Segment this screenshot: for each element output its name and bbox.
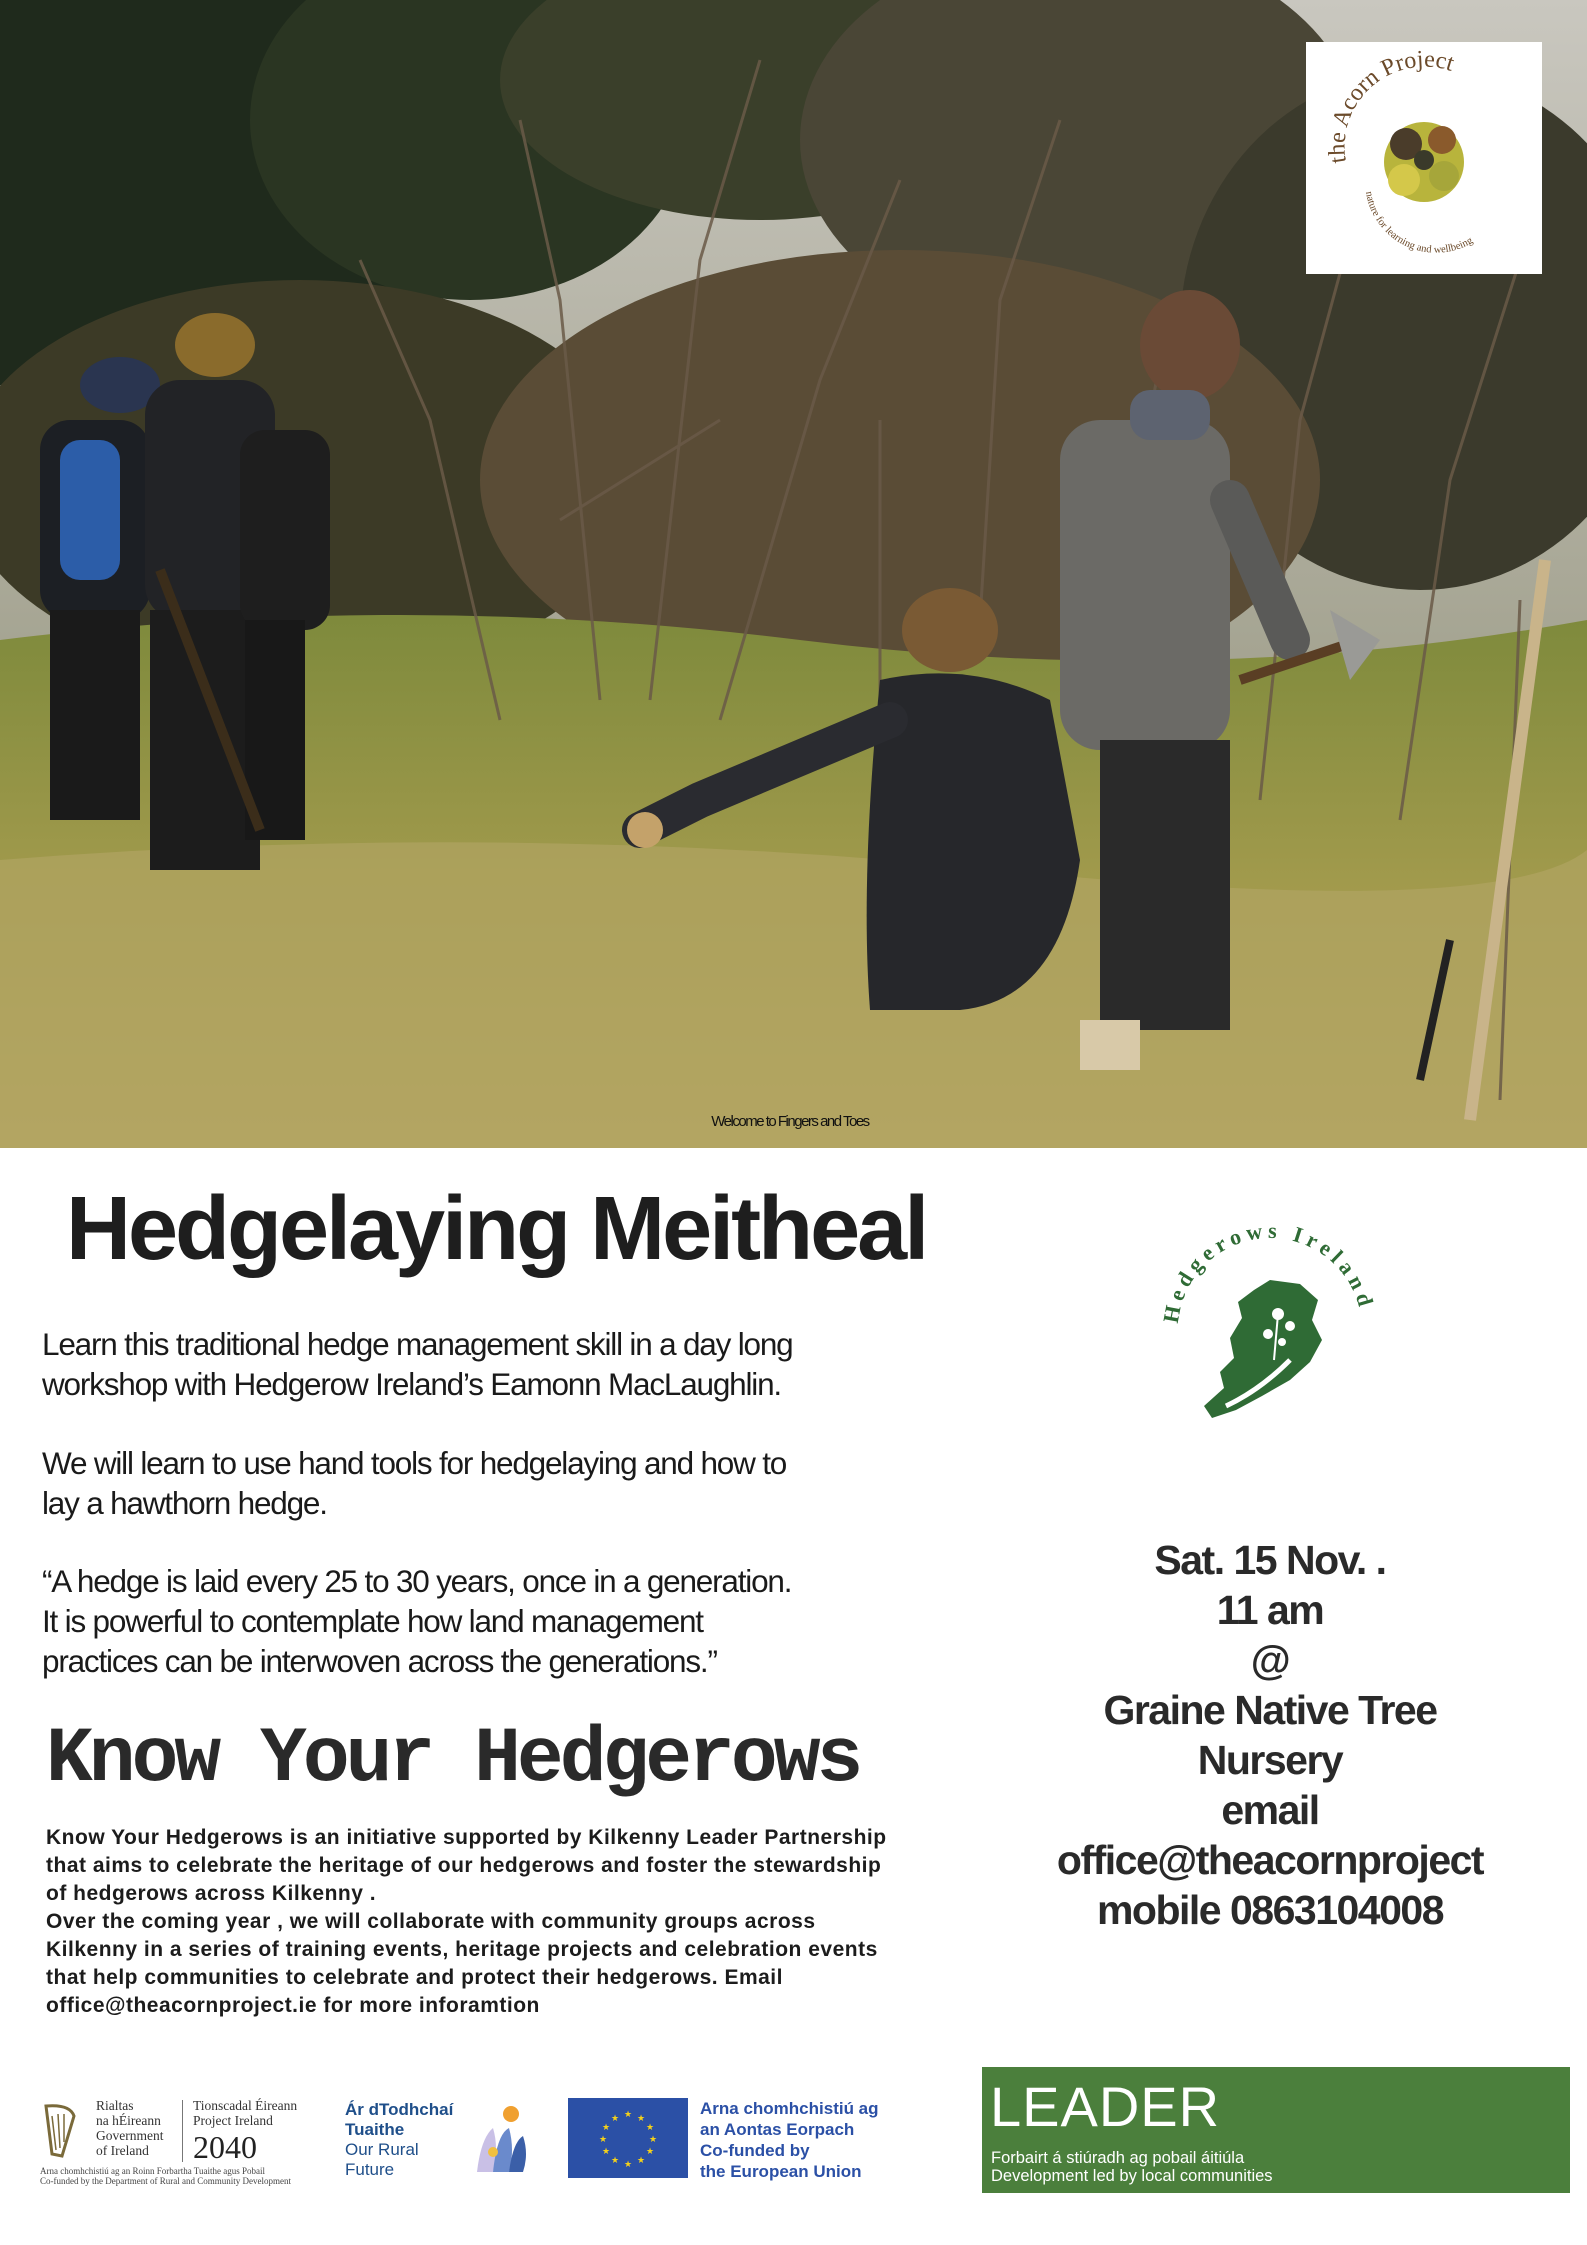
paragraph-line: practices can be interwoven across the generations.” <box>42 1643 717 1679</box>
gov-text-line: na hÉireann <box>96 2113 161 2128</box>
tools-paragraph <box>42 1443 862 1523</box>
rural-text-line: Ár dTodhchaí <box>345 2100 454 2119</box>
leader-subtitle-irish: Forbairt á stiúradh ag pobail áitiúla <box>991 2149 1245 2167</box>
svg-text:★: ★ <box>598 2135 608 2145</box>
gov-text-line: Tionscadal Éireann <box>193 2098 298 2113</box>
body-line: office@theacornproject.ie for more inforamtion <box>46 1994 540 2017</box>
event-time: 11 am <box>1216 1587 1324 1633</box>
gov-text-line: Government <box>96 2128 164 2143</box>
hedgerows-logo-name: Hedgerows Ireland <box>1157 1217 1380 1325</box>
intro-paragraph <box>42 1324 862 1404</box>
event-email: office@theacornproject <box>1056 1837 1484 1883</box>
event-mobile: mobile 0863104008 <box>1096 1887 1444 1933</box>
body-line: Know Your Hedgerows is an initiative supported by Kilkenny Leader Partnership <box>46 1826 887 1849</box>
eu-text-line: the European Union <box>700 2162 862 2181</box>
acorn-logo-name: the Acorn Project <box>1324 46 1458 166</box>
acorn-logo-tagline: nature for learning and wellbeing <box>1362 190 1475 256</box>
gov-text-line: of Ireland <box>96 2143 149 2158</box>
rural-text-line: Tuaithe <box>345 2120 405 2139</box>
paragraph-line: We will learn to use hand tools for hedgelaying and how to <box>42 1445 787 1481</box>
svg-text:★: ★ <box>648 2135 658 2145</box>
body-line: Over the coming year , we will collaborate with community groups across <box>46 1910 816 1933</box>
svg-text:★: ★ <box>623 2160 633 2170</box>
event-email-label: email <box>1221 1787 1319 1833</box>
svg-text:★: ★ <box>636 2114 646 2124</box>
know-your-hedgerows-body <box>46 1824 986 2020</box>
svg-text:★: ★ <box>601 2147 611 2157</box>
rural-text-line: Future <box>345 2160 395 2179</box>
paragraph-line: lay a hawthorn hedge. <box>42 1485 327 1521</box>
event-date: Sat. 15 Nov. . <box>1154 1537 1386 1583</box>
quote-paragraph <box>42 1561 862 1681</box>
event-details <box>1020 1535 1520 1935</box>
leader-title: LEADER <box>990 2075 1221 2138</box>
page-title: Hedgelaying Meitheal <box>66 1179 927 1279</box>
eu-flag-icon <box>568 2098 688 2178</box>
body-line: Kilkenny in a series of training events, heritage projects and celebration events <box>46 1938 878 1961</box>
svg-text:★: ★ <box>645 2123 655 2133</box>
svg-text:★: ★ <box>645 2147 655 2157</box>
gov-text-line: Project Ireland <box>193 2113 273 2128</box>
eu-text-line: Arna chomhchistiú ag <box>700 2099 879 2118</box>
event-venue: Graine Native Tree <box>1103 1687 1437 1733</box>
paragraph-line: Learn this traditional hedge management skill in a day long <box>42 1326 793 1362</box>
harp-icon <box>40 2102 80 2160</box>
svg-text:★: ★ <box>623 2110 633 2120</box>
leader-logo <box>982 2067 1570 2193</box>
acorn-project-logo <box>1306 42 1542 274</box>
body-line: of hedgerows across Kilkenny . <box>46 1882 377 1905</box>
svg-text:★: ★ <box>610 2156 620 2166</box>
body-line: that help communities to celebrate and protect their hedgerows. Email <box>46 1966 783 1989</box>
paragraph-line: workshop with Hedgerow Ireland’s Eamonn MacLaughlin. <box>42 1366 781 1402</box>
rural-text-line: Our Rural <box>345 2140 419 2159</box>
gov-foot-line: Arna chomhchistiú ag an Roinn Forbartha Tuaithe agus Pobail <box>40 2166 265 2176</box>
gov-text-line: Rialtas <box>96 2098 134 2113</box>
eu-text-line: Co-funded by <box>700 2141 810 2160</box>
svg-text:★: ★ <box>610 2114 620 2124</box>
event-at: @ <box>1250 1637 1290 1683</box>
rural-future-icon <box>463 2098 539 2178</box>
photo-caption: Welcome to Fingers and Toes <box>711 1113 869 1130</box>
paragraph-line: It is powerful to contemplate how land management <box>42 1603 703 1639</box>
ireland-shape-icon <box>1204 1280 1322 1418</box>
gov-foot-line: Co-funded by the Department of Rural and Community Development <box>40 2176 291 2186</box>
body-line: that aims to celebrate the heritage of our hedgerows and foster the stewardship <box>46 1854 882 1877</box>
paragraph-line: “A hedge is laid every 25 to 30 years, once in a generation. <box>42 1563 792 1599</box>
government-of-ireland-logo <box>40 2098 320 2188</box>
svg-text:★: ★ <box>601 2123 611 2133</box>
our-rural-future-logo <box>345 2100 453 2180</box>
event-venue-2: Nursery <box>1197 1737 1343 1783</box>
hedgerows-ireland-logo <box>1150 1210 1390 1450</box>
eu-cofunded-text <box>700 2098 879 2182</box>
know-your-hedgerows-heading: Know Your Hedgerows <box>46 1716 860 1804</box>
divider <box>182 2100 183 2162</box>
leader-subtitle-english: Development led by local communities <box>991 2167 1273 2185</box>
svg-text:★: ★ <box>636 2156 646 2166</box>
eu-text-line: an Aontas Eorpach <box>700 2120 855 2139</box>
project-ireland-year: 2040 <box>193 2129 257 2165</box>
